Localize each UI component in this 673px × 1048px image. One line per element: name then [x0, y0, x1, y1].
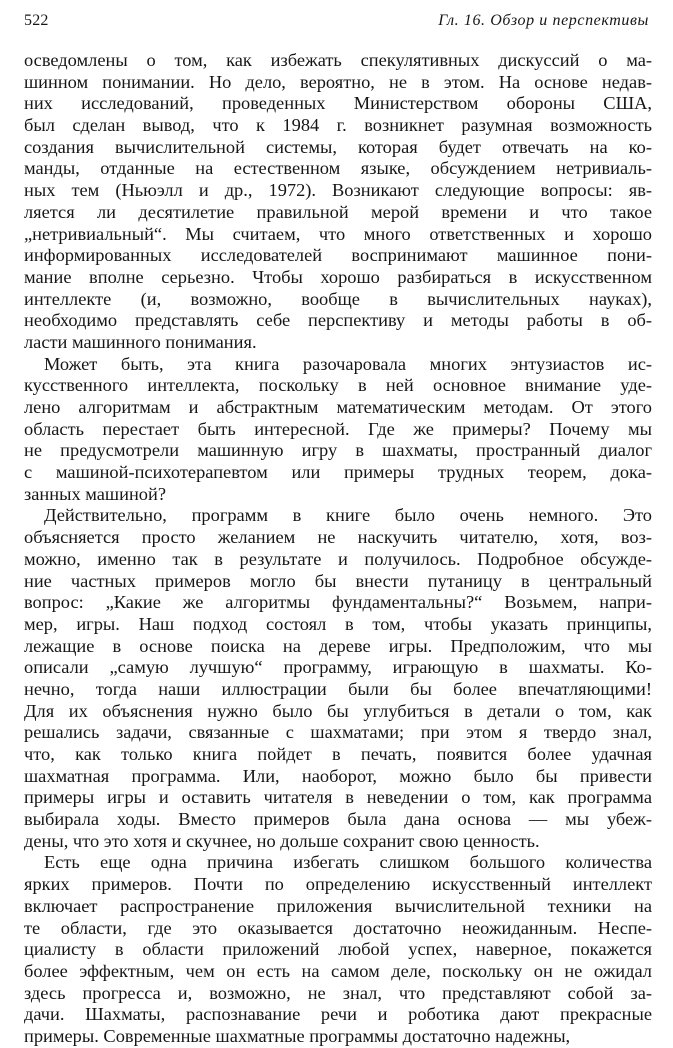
text-line: был сделан вывод, что к 1984 г. возникнет разумная возможность — [24, 115, 652, 136]
text-line: Действительно, программ в книге было очень немного. Это — [44, 505, 652, 526]
text-line: примеры игры и оставить читателя в неведении о том, как программа — [24, 787, 652, 808]
text-line: ляется ли десятилетие правильной мерой времени и что такое — [24, 201, 652, 222]
paragraph — [24, 852, 652, 1047]
text-line: объясняется просто желанием не наскучить читателю, хотя, воз- — [24, 527, 652, 548]
text-line: Есть еще одна причина избегать слишком большого количества — [44, 852, 652, 873]
text-line: осведомлены о том, как избежать спекулятивных дискуссий о ма- — [24, 50, 652, 70]
text-line: дены, что это хотя и скучнее, но дольше сохранит свою ценность. — [24, 830, 540, 851]
text-line: информированных исследователей воспринимают машинное пони- — [24, 245, 652, 266]
text-line: не предусмотрели машинную игру в шахматы, пространный диалог — [24, 440, 652, 461]
body-text — [24, 50, 652, 1048]
text-line: лежащие в основе поиска на дереве игры. Предположим, что мы — [24, 635, 652, 656]
text-line: те области, где это оказывается достаточно неожиданным. Неспе- — [24, 917, 652, 938]
text-line: область перестает быть интересной. Где же примеры? Почему мы — [24, 418, 652, 439]
text-line: занных машиной? — [24, 483, 166, 504]
text-line: манды, отданные на естественном языке, обсуждением нетривиаль- — [24, 158, 652, 179]
text-line: что, как только книга пойдет в печать, появится более удачная — [24, 744, 652, 764]
text-line: них исследований, проведенных Министерством обороны США, — [24, 93, 652, 114]
text-line: создания вычислительной системы, которая будет отвечать на ко- — [24, 136, 652, 157]
text-line: лено алгоритмам и абстрактным математическим методам. От этого — [24, 397, 652, 417]
text-line: необходимо представлять себе перспективу и методы работы в об- — [24, 310, 652, 331]
running-head: Гл. 16. Обзор и перспективы — [438, 12, 649, 29]
text-line: дачи. Шахматы, распознавание речи и роботика дают прекрасные — [24, 1004, 652, 1025]
text-line: мер, игры. Наш подход состоял в том, чтобы указать принципы, — [24, 613, 652, 634]
paragraph — [24, 50, 652, 354]
text-line: „нетривиальный“. Мы считаем, что много ответственных и хорошо — [24, 223, 652, 244]
text-line: ярких примеров. Почти по определению искусственный интеллект — [24, 874, 652, 895]
text-line: нечно, тогда наши иллюстрации были бы более впечатляющими! — [24, 678, 652, 699]
text-line: мание вполне серьезно. Чтобы хорошо разбираться в искусственном — [24, 266, 652, 287]
text-line: более эффектным, чем он есть на самом деле, поскольку он не ожидал — [24, 960, 652, 981]
text-line: описали „самую лучшую“ программу, играющую в шахматы. Ко- — [24, 657, 652, 678]
text-line: вопрос: „Какие же алгоритмы фундаментальны?“ Возьмем, напри- — [24, 592, 652, 613]
text-line: можно, именно так в результате и получилось. Подробное обсужде- — [24, 548, 652, 569]
text-line: здесь прогресса и, возможно, не знал, что представляют собой за- — [24, 982, 652, 1003]
text-line: ласти машинного понимания. — [24, 331, 257, 352]
text-line: Может быть, эта книга разочаровала многих энтузиастов ис- — [44, 353, 652, 374]
text-line: решались задачи, связанные с шахматами; при этом я твердо знал, — [24, 722, 652, 743]
text-line: шахматная программа. Или, наоборот, можно было бы привести — [24, 765, 652, 786]
text-line: шинном понимании. Но дело, вероятно, не в этом. На основе недав- — [24, 71, 652, 92]
text-line: выбирала ходы. Вместо примеров была дана основа — мы убеж- — [24, 809, 652, 830]
text-line: Для их объяснения нужно было бы углубиться в детали о том, как — [24, 700, 652, 721]
text-line: кусственного интеллекта, поскольку в ней основное внимание уде- — [24, 375, 652, 396]
text-line: примеры. Современные шахматные программы достаточно надежны, — [24, 1025, 571, 1046]
text-line: с машиной-психотерапевтом или примеры трудных теорем, дока- — [24, 462, 652, 483]
page-header — [24, 12, 649, 36]
paragraph — [24, 505, 652, 852]
text-line: ных тем (Ньюэлл и др., 1972). Возникают следующие вопросы: яв- — [24, 180, 652, 201]
text-line: циалисту в области приложений любой успех, наверное, покажется — [24, 939, 652, 960]
text-line: включает распространение приложения вычислительной техники на — [24, 895, 652, 916]
page-number: 522 — [24, 12, 49, 29]
text-line: ние частных примеров могло бы внести путаницу в центральный — [24, 570, 652, 591]
paragraph — [24, 354, 652, 506]
text-line: интеллекте (и, возможно, вообще в вычислительных науках), — [24, 288, 652, 309]
